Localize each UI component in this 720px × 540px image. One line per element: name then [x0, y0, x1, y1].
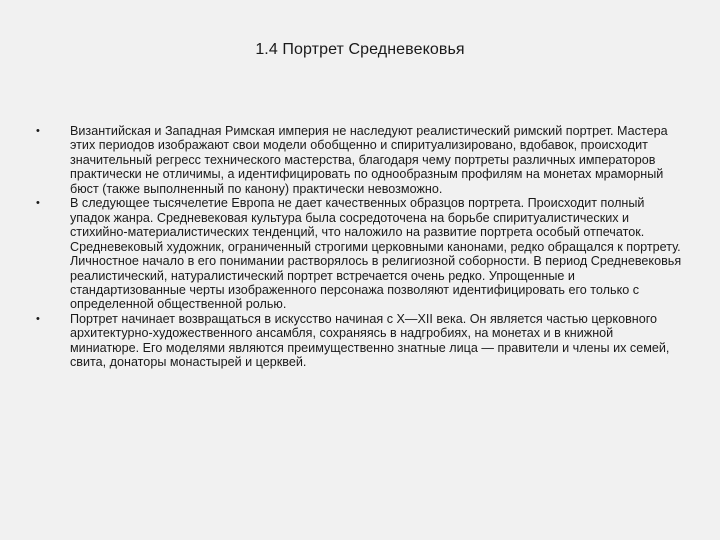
slide-title: 1.4 Портрет Средневековья	[255, 41, 465, 58]
bullet-item	[36, 196, 682, 312]
bullet-list	[36, 124, 682, 370]
bullet-item	[36, 124, 682, 196]
bullet-dot-icon: •	[36, 125, 40, 137]
bullet-item	[36, 312, 682, 370]
bullet-dot-icon: •	[36, 312, 40, 325]
bullet-text: В следующее тысячелетие Европа не дает качественных образцов портрета. Происходит полный упадок жанра. Средневековая культура была сосредоточена на борьбе спиритуалистических и стихийно-материалистических тенденций, что наложило на развитие портрета особый отпечаток. Средневековый художник, ограниченный строгими церковными канонами, редко обращался к портрету. Личностное начало в его понимании растворялось в религиозной соборности. В период Средневековья реалистический, натуралистический портрет встречается очень редко. Упрощенные и стандартизованные черты изображенного персонажа позволяют идентифицировать его только с определенной общественной ролью.	[70, 196, 682, 312]
bullet-text: Портрет начинает возвращаться в искусство начиная с X—XII века. Он является частью церковного архитектурно-художественного ансамбля, сохраняясь в надгробиях, на монетах и в книжной миниатюре. Его моделями являются преимущественно знатные лица — правители и члены их семей, свита, донаторы монастырей и церквей.	[70, 311, 670, 370]
bullet-text: Византийская и Западная Римская империя не наследуют реалистический римский портрет. Мастера этих периодов изображают свои модели обобщенно и спиритуализировано, вдобавок, происходит значительный регресс технического мастерства, благодаря чему портреты различных императоров практически не отличимы, а идентифицировать по однообразным профилям на монетах мраморный бюст (также выполненный по канону) практически невозможно.	[70, 124, 668, 196]
bullet-dot-icon: •	[36, 197, 40, 210]
